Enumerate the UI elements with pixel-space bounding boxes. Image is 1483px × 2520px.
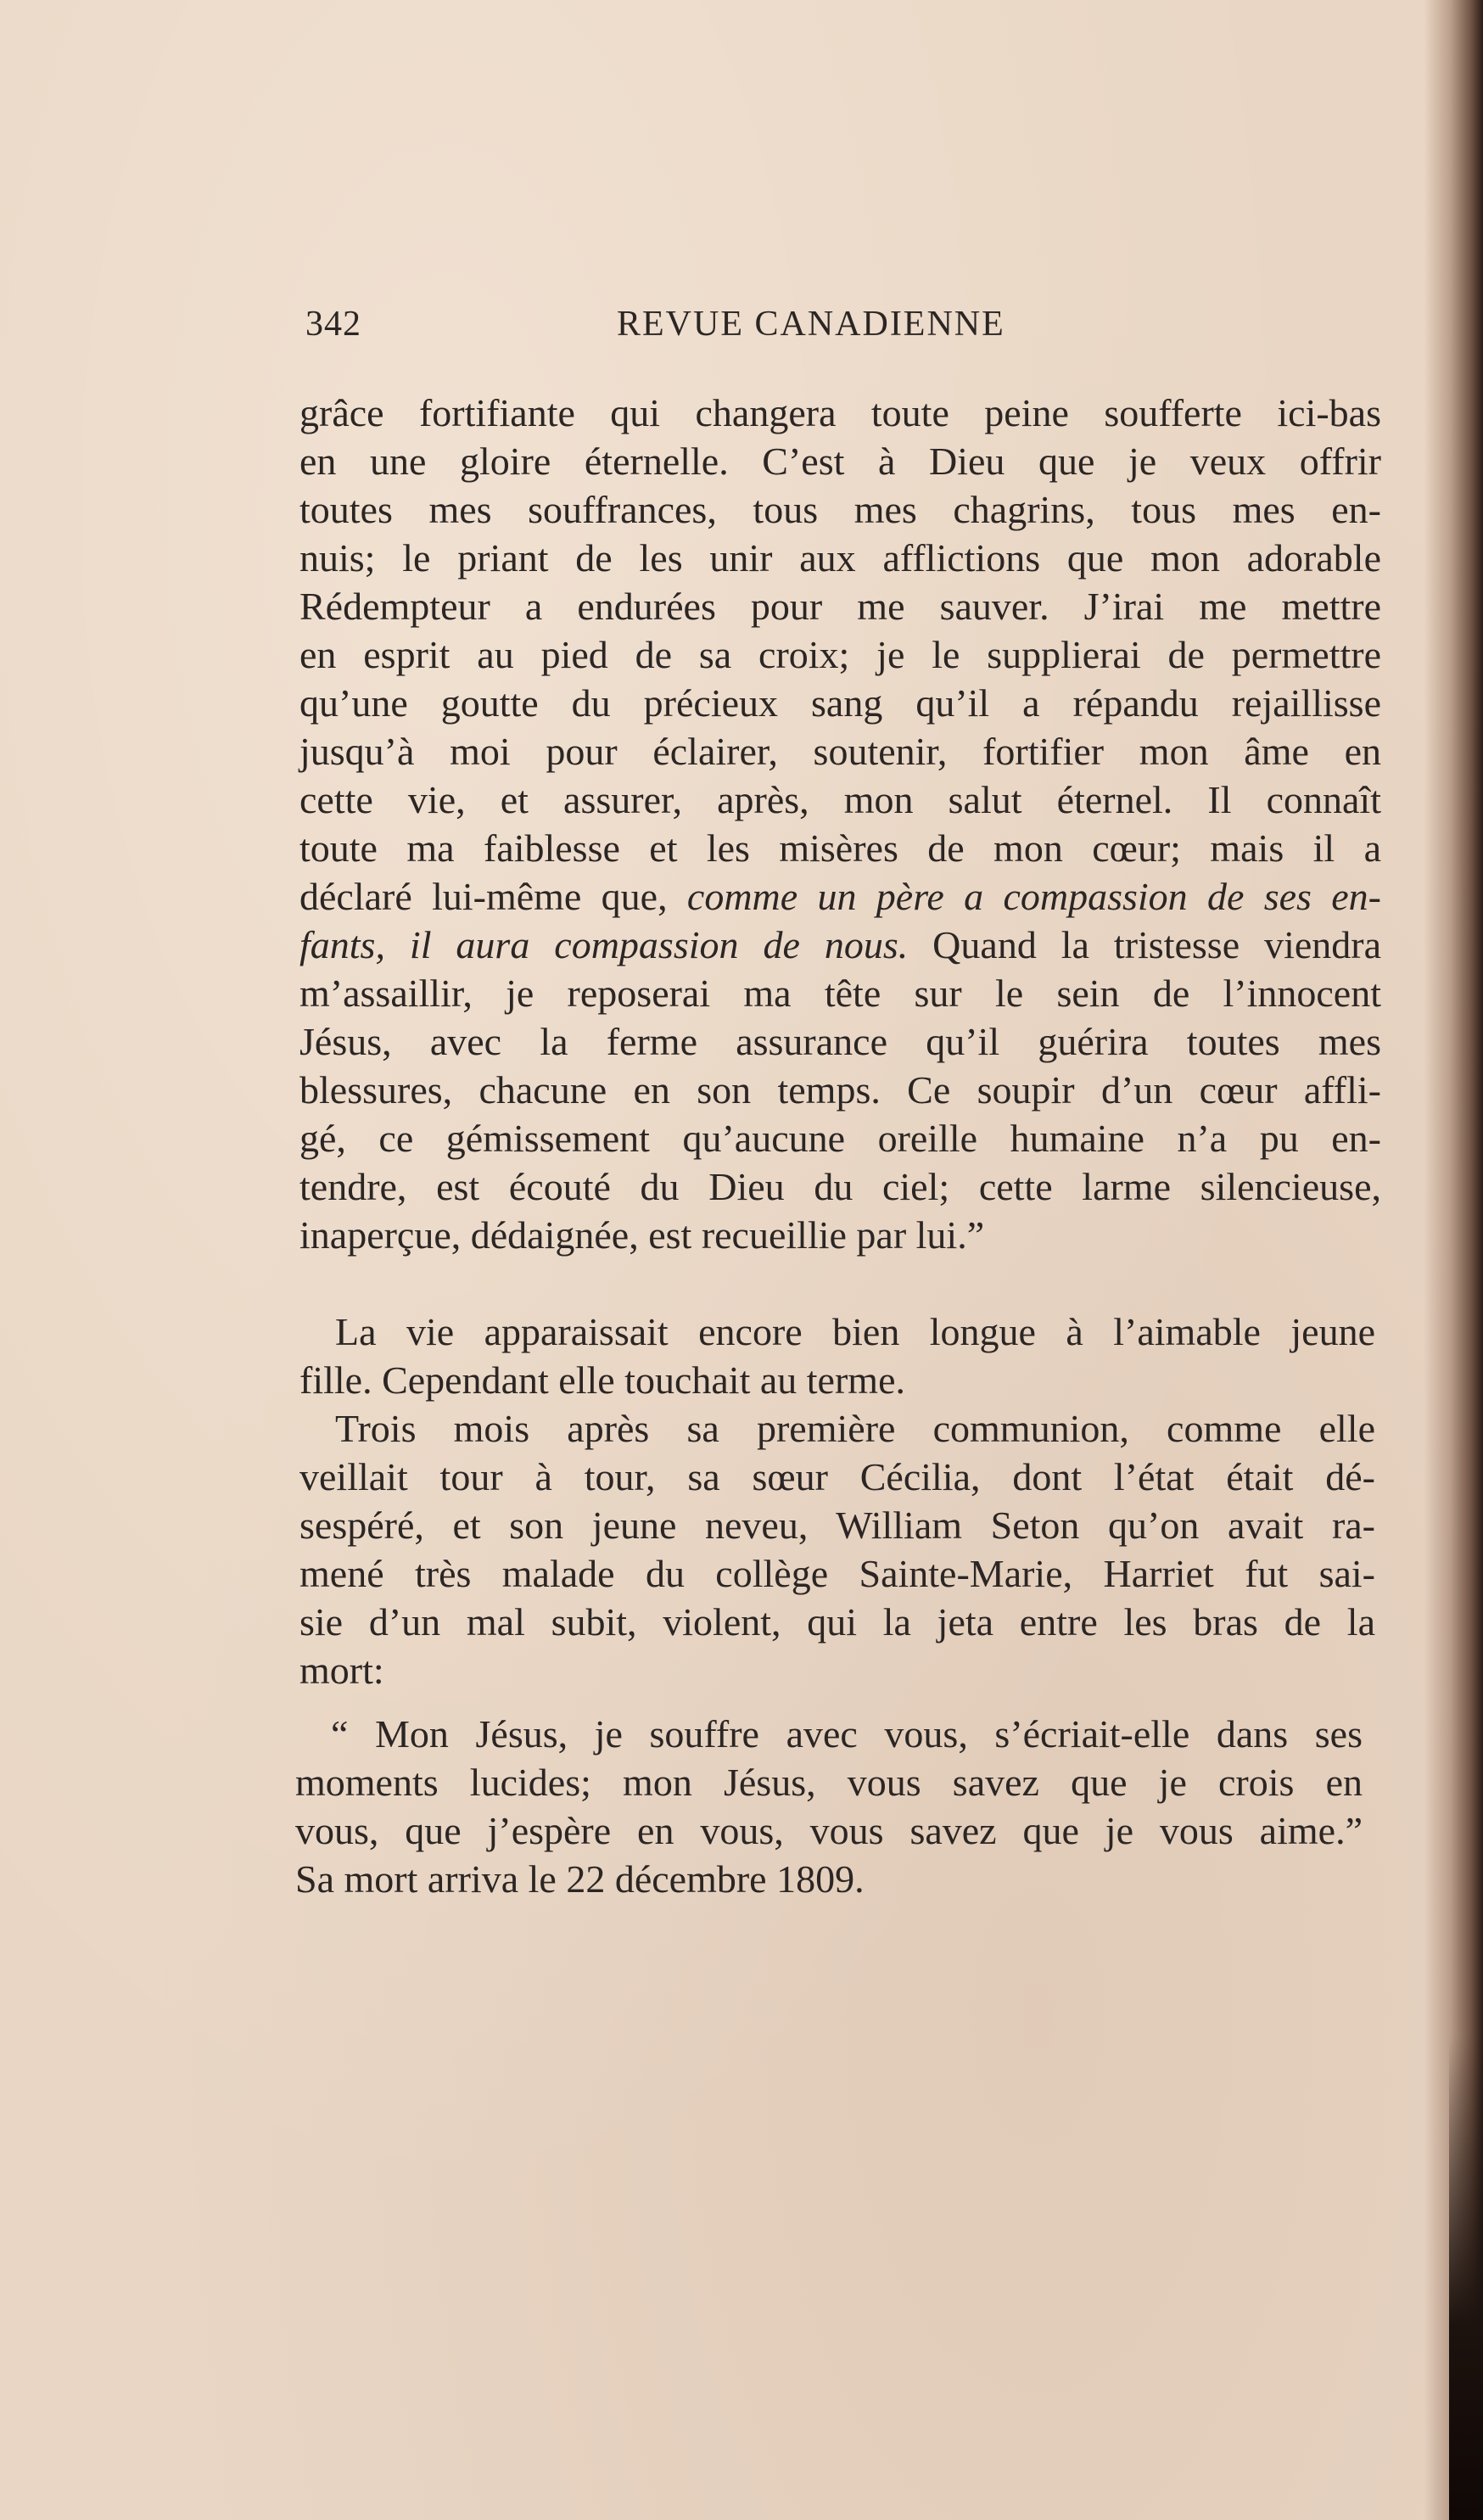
- journal-title: REVUE CANADIENNE: [617, 305, 1005, 344]
- text-line: en esprit au pied de sa croix; je le supplierai de permettre: [299, 633, 1381, 676]
- page-edge-dark-corner: [1449, 2036, 1483, 2520]
- text-line: tendre, est écouté du Dieu du ciel; cette larme silencieuse,: [299, 1165, 1381, 1208]
- text-line: jusqu’à moi pour éclairer, soutenir, fortifier mon âme en: [299, 730, 1381, 773]
- text-line: grâce fortifiante qui changera toute peine soufferte ici-bas: [299, 391, 1381, 434]
- text-line: La vie apparaissait encore bien longue à l’aimable jeune: [335, 1310, 1375, 1353]
- closing-quote: [295, 1710, 1363, 1903]
- text-line: sie d’un mal subit, violent, qui la jeta entre les bras de la: [299, 1600, 1375, 1644]
- text-line: toute ma faiblesse et les misères de mon cœur; mais il a: [299, 826, 1381, 870]
- text-line: cette vie, et assurer, après, mon salut éternel. Il connaît: [299, 778, 1381, 821]
- text-line: nuis; le priant de les unir aux afflictions que mon adorable: [299, 536, 1381, 580]
- text-line: vous, que j’espère en vous, vous savez que je vous aime.”: [295, 1809, 1363, 1852]
- italic-citation: comme un père a compassion de ses en-: [686, 875, 1381, 918]
- text-line: qu’une goutte du précieux sang qu’il a répandu rejaillisse: [299, 681, 1381, 725]
- text-line: sespéré, et son jeune neveu, William Seton qu’on avait ra-: [299, 1504, 1375, 1547]
- text-line: Jésus, avec la ferme assurance qu’il guérira toutes mes: [299, 1020, 1381, 1063]
- running-head: [305, 304, 1069, 346]
- italic-citation: fants, il aura compassion de nous.: [299, 923, 909, 966]
- text-line: fille. Cependant elle touchait au terme.: [299, 1358, 905, 1402]
- text-segment: déclaré lui-même que,: [299, 875, 687, 918]
- text-line: gé, ce gémissement qu’aucune oreille humaine n’a pu en-: [299, 1117, 1381, 1160]
- text-line: Trois mois après sa première communion, comme elle: [335, 1407, 1375, 1450]
- text-line-with-italic: [299, 921, 1381, 969]
- text-line: m’assaillir, je reposerai ma tête sur le sein de l’innocent: [299, 972, 1381, 1015]
- text-line: veillait tour à tour, sa sœur Cécilia, dont l’état était dé-: [299, 1455, 1375, 1498]
- page-number: 342: [305, 305, 361, 344]
- text-segment: Quand la tristesse viendra: [908, 923, 1382, 966]
- text-line: mené très malade du collège Sainte-Marie, Harriet fut sai-: [299, 1552, 1375, 1595]
- text-line: mort:: [299, 1649, 384, 1692]
- paragraph-continued-quote: [299, 389, 1381, 1259]
- text-line: “ Mon Jésus, je souffre avec vous, s’écriait-elle dans ses: [331, 1712, 1363, 1756]
- text-line-with-italic: [299, 872, 1381, 921]
- narrative-paragraphs: [299, 1308, 1375, 1694]
- text-line: inaperçue, dédaignée, est recueillie par lui.”: [299, 1213, 985, 1257]
- text-line: toutes mes souffrances, tous mes chagrins, tous mes en-: [299, 488, 1381, 531]
- text-line: Sa mort arriva le 22 décembre 1809.: [295, 1857, 865, 1901]
- text-line: Rédempteur a endurées pour me sauver. J’irai me mettre: [299, 585, 1381, 628]
- text-line: blessures, chacune en son temps. Ce soupir d’un cœur affli-: [299, 1068, 1381, 1112]
- text-line: en une gloire éternelle. C’est à Dieu que je veux offrir: [299, 440, 1381, 483]
- text-line: moments lucides; mon Jésus, vous savez que je crois en: [295, 1761, 1363, 1804]
